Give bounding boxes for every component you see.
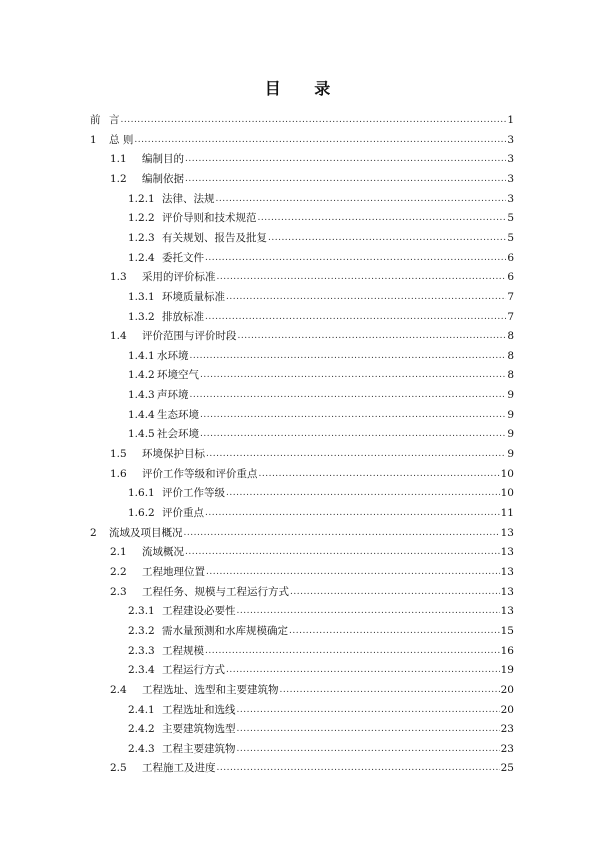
- toc-entry[interactable]: [90, 521, 514, 539]
- toc-entry[interactable]: [128, 599, 514, 617]
- toc-entry-number: 1.4: [110, 330, 127, 343]
- toc-entry-title: 声环境: [157, 389, 189, 402]
- leader-dots: [289, 625, 500, 637]
- toc-entry[interactable]: [110, 442, 514, 460]
- leader-dots: [237, 704, 500, 716]
- toc-entry-number: 1.2.4: [128, 251, 155, 264]
- toc-entry[interactable]: [128, 246, 514, 264]
- toc-entry-number: 1.6: [110, 467, 127, 480]
- toc-entry[interactable]: [128, 206, 514, 224]
- toc-entry-page: 9: [507, 448, 514, 461]
- leader-dots: [217, 762, 500, 774]
- toc-entry-title: 工程规模: [162, 644, 204, 657]
- toc-entry-page: 15: [500, 624, 514, 637]
- toc-entry-title: 言: [109, 114, 120, 126]
- toc-entry-page: 1: [507, 114, 514, 126]
- toc-entry-page: 5: [507, 212, 514, 225]
- toc-entry[interactable]: [128, 305, 514, 323]
- toc-entry-page: 5: [507, 231, 514, 244]
- toc-entry-page: 25: [500, 762, 514, 775]
- toc-entry[interactable]: [128, 639, 514, 657]
- toc-entry-title: 工程运行方式: [162, 664, 225, 677]
- toc-entry-title: 评价范围与评价时段: [142, 330, 237, 343]
- toc-entry-title: 主要建筑物选型: [162, 723, 236, 736]
- toc-entry-title: 编制目的: [142, 153, 184, 166]
- toc-entry-number: 2.4: [110, 683, 127, 696]
- toc-entry-number: 1.2.3: [128, 231, 155, 244]
- toc-entry-number: 前: [90, 114, 101, 126]
- toc-entry[interactable]: [110, 678, 514, 696]
- leader-dots: [258, 212, 507, 224]
- toc-entry-number: 1.3.1: [128, 290, 155, 303]
- toc-entry[interactable]: [128, 737, 514, 755]
- toc-entry[interactable]: [110, 580, 514, 598]
- toc-entry-page: 8: [507, 349, 514, 362]
- toc-entry-page: 23: [500, 742, 514, 755]
- leader-dots: [206, 566, 500, 578]
- toc-entry[interactable]: [110, 167, 514, 185]
- leader-dots: [205, 252, 506, 264]
- toc-entry-title: 生态环境: [157, 408, 199, 421]
- toc-entry-page: 13: [500, 605, 514, 618]
- toc-entry-number: 1.6.2: [128, 507, 155, 519]
- toc-entry-page: 20: [500, 703, 514, 716]
- leader-dots: [205, 645, 500, 657]
- leader-dots: [184, 527, 500, 539]
- toc-entry[interactable]: [128, 226, 514, 244]
- leader-dots: [190, 350, 507, 362]
- toc-entry-title: 环境空气: [157, 369, 199, 382]
- toc-entry-title: 评价重点: [162, 507, 204, 519]
- leader-dots: [205, 311, 506, 323]
- leader-dots: [200, 409, 506, 421]
- toc-entry-page: 16: [500, 644, 514, 657]
- toc-entry[interactable]: [110, 265, 514, 283]
- toc-entry-title: 环境保护目标: [142, 448, 205, 461]
- toc-entry[interactable]: [128, 383, 514, 401]
- toc-entry-title: 有关规划、报告及批复: [162, 231, 267, 244]
- toc-entry-page: 9: [507, 428, 514, 441]
- toc-entry-number: 1.2.2: [128, 212, 155, 225]
- toc-entry-page: 13: [500, 585, 514, 598]
- toc-entry-number: 1.3: [110, 271, 127, 284]
- leader-dots: [190, 389, 507, 401]
- toc-entry-page: 8: [507, 330, 514, 343]
- toc-entry-page: 3: [507, 133, 514, 146]
- toc-entry-number: 2.2: [110, 565, 127, 578]
- toc-entry-page: 11: [500, 507, 514, 519]
- toc-entry-title: 编制依据: [142, 172, 184, 185]
- toc-entry-page: 23: [500, 723, 514, 736]
- toc-entry-number: 1.2.1: [128, 192, 155, 205]
- toc-entry-title: 流域及项目概况: [109, 526, 183, 539]
- toc-entry[interactable]: [90, 128, 514, 146]
- toc-entry-number: 1.4.3: [128, 389, 155, 402]
- toc-entry-page: 6: [507, 251, 514, 264]
- toc-entry-title: 社会环境: [157, 428, 199, 441]
- toc-entry-number: 2.3.4: [128, 664, 155, 677]
- leader-dots: [200, 428, 506, 440]
- toc-entry[interactable]: [90, 108, 514, 126]
- toc-entry-number: 2.5: [110, 762, 127, 775]
- leader-dots: [185, 173, 506, 185]
- toc-entry[interactable]: [128, 363, 514, 381]
- toc-entry[interactable]: [128, 403, 514, 421]
- toc-entry-page: 13: [500, 565, 514, 578]
- toc-entry[interactable]: [110, 560, 514, 578]
- toc-entry-page: 10: [500, 467, 514, 480]
- toc-entry-title: 委托文件: [162, 251, 204, 264]
- toc-entry[interactable]: [110, 147, 514, 165]
- leader-dots: [134, 134, 506, 146]
- leader-dots: [268, 232, 506, 244]
- leader-dots: [290, 586, 500, 598]
- toc-entry-number: 2.3: [110, 585, 127, 598]
- toc-entry-page: 10: [500, 487, 514, 500]
- toc-entry-number: 2.4.3: [128, 742, 155, 755]
- toc-entry[interactable]: [128, 658, 514, 676]
- toc-entry-page: 20: [500, 683, 514, 696]
- toc-entry-title: 需水量预测和水库规模确定: [162, 624, 288, 637]
- toc-entry-number: 1.4.1: [128, 349, 155, 362]
- leader-dots: [216, 193, 507, 205]
- toc-entry[interactable]: [128, 717, 514, 735]
- page-title: 目 录: [264, 79, 345, 98]
- toc-entry-page: 13: [500, 546, 514, 559]
- toc-entry-number: 1.1: [110, 153, 127, 166]
- toc-entry-title: 工程建设必要性: [162, 605, 236, 618]
- toc-entry[interactable]: [128, 422, 514, 440]
- toc-entry-title: 工程主要建筑物: [162, 742, 236, 755]
- toc-entry-title: 工程施工及进度: [142, 762, 216, 775]
- toc-entry-title: 工程任务、规模与工程运行方式: [142, 585, 289, 598]
- leader-dots: [185, 546, 500, 558]
- toc-entry[interactable]: [128, 344, 514, 362]
- leader-dots: [206, 448, 506, 460]
- toc-entry-number: 2.4.2: [128, 723, 155, 736]
- toc-entry-number: 2.3.3: [128, 644, 155, 657]
- toc-entry-title: 评价导则和技术规范: [162, 212, 257, 225]
- leader-dots: [238, 330, 507, 342]
- toc-entry-number: 1.4.5: [128, 428, 155, 441]
- toc-entry-title: 总 则: [109, 133, 134, 146]
- toc-entry-page: 3: [507, 172, 514, 185]
- toc-entry-title: 评价工作等级和评价重点: [142, 467, 258, 480]
- toc-entry-title: 水环境: [157, 349, 189, 362]
- leader-dots: [280, 684, 500, 696]
- toc-entry-page: 3: [507, 192, 514, 205]
- toc-entry-number: 1.3.2: [128, 310, 155, 323]
- toc-entry[interactable]: [128, 481, 514, 499]
- toc-entry-number: 2.1: [110, 546, 127, 559]
- leader-dots: [237, 605, 500, 617]
- toc-entry[interactable]: [110, 324, 514, 342]
- leader-dots: [121, 114, 507, 126]
- toc-entry[interactable]: [128, 285, 514, 303]
- toc-entry-page: 13: [500, 526, 514, 539]
- toc-entry-page: 3: [507, 153, 514, 166]
- toc-entry-page: 9: [507, 389, 514, 402]
- toc-entry-page: 8: [507, 369, 514, 382]
- toc-entry-number: 1.4.2: [128, 369, 155, 382]
- toc-entry-number: 1.2: [110, 172, 127, 185]
- toc-entry[interactable]: [128, 187, 514, 205]
- toc-entry[interactable]: [110, 462, 514, 480]
- toc-entry-number: 1.5: [110, 448, 127, 461]
- toc-entry[interactable]: [128, 698, 514, 716]
- toc-entry-number: 2.4.1: [128, 703, 155, 716]
- toc-entry-title: 流域概况: [142, 546, 184, 559]
- leader-dots: [226, 664, 500, 676]
- toc-entry-title: 工程地理位置: [142, 565, 205, 578]
- leader-dots: [226, 487, 500, 499]
- toc-entry-number: 1.6.1: [128, 487, 155, 500]
- leader-dots: [205, 507, 500, 519]
- toc-entry-number: 2.3.1: [128, 605, 155, 618]
- toc-entry[interactable]: [110, 756, 514, 774]
- toc-entry-page: 19: [500, 664, 514, 677]
- toc-entry-title: 法律、法规: [162, 192, 215, 205]
- toc-entry-number: 2: [90, 526, 97, 539]
- toc-entry[interactable]: [128, 501, 514, 519]
- toc-entry-page: 7: [507, 310, 514, 323]
- toc-entry-title: 评价工作等级: [162, 487, 225, 500]
- toc-entry-title: 工程选址和选线: [162, 703, 236, 716]
- leader-dots: [259, 468, 500, 480]
- toc-entry[interactable]: [110, 540, 514, 558]
- leader-dots: [226, 291, 506, 303]
- leader-dots: [237, 723, 500, 735]
- leader-dots: [185, 153, 506, 165]
- toc-entry-title: 环境质量标准: [162, 290, 225, 303]
- leader-dots: [217, 271, 507, 283]
- toc-entry-number: 2.3.2: [128, 624, 155, 637]
- leader-dots: [200, 369, 506, 381]
- toc-entry-title: 采用的评价标准: [142, 271, 216, 284]
- toc-entry-title: 工程选址、选型和主要建筑物: [142, 683, 279, 696]
- toc-entry-page: 9: [507, 408, 514, 421]
- toc-entry-number: 1: [90, 133, 97, 146]
- leader-dots: [237, 743, 500, 755]
- toc-entry-page: 7: [507, 290, 514, 303]
- toc-entry-page: 6: [507, 271, 514, 284]
- toc-entry-number: 1.4.4: [128, 408, 155, 421]
- toc-entry-title: 排放标准: [162, 310, 204, 323]
- toc-entry[interactable]: [128, 619, 514, 637]
